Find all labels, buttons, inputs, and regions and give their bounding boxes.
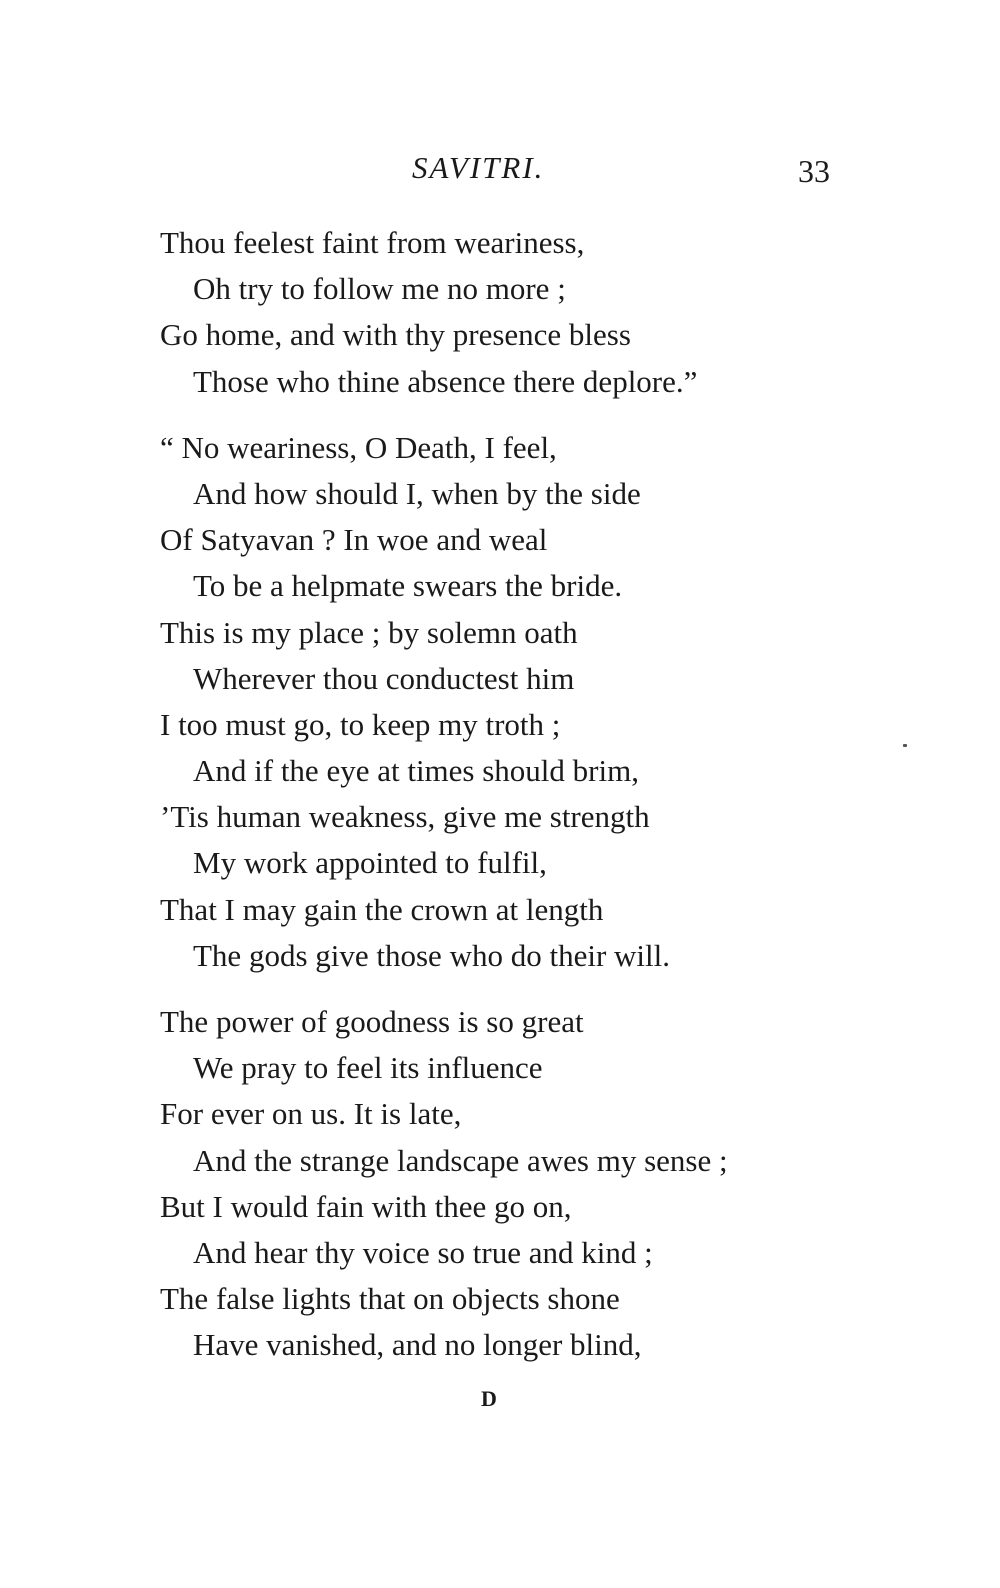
verse-line: This is my place ; by solemn oath — [160, 614, 578, 650]
verse-line: But I would fain with thee go on, — [160, 1188, 572, 1224]
verse-line: And how should I, when by the side — [193, 475, 641, 511]
verse-line: And if the eye at times should brim, — [193, 753, 639, 789]
verse-line: And hear thy voice so true and kind ; — [193, 1234, 653, 1270]
verse-line: The false lights that on objects shone — [160, 1281, 620, 1317]
verse-line: I too must go, to keep my troth ; — [160, 706, 561, 742]
verse-line: Wherever thou conductest him — [193, 660, 575, 696]
verse-line: To be a helpmate swears the bride. — [193, 568, 623, 604]
verse-line: The power of goodness is so great — [160, 1004, 584, 1039]
verse-line: We pray to feel its influence — [193, 1050, 543, 1086]
page-number: 33 — [798, 153, 830, 189]
stanza-1 — [0, 220, 1000, 405]
running-header — [0, 150, 1000, 200]
running-title: SAVITRI. — [412, 150, 545, 185]
ink-speck — [903, 744, 907, 747]
verse-line: Go home, and with thy presence bless — [160, 317, 631, 353]
stanza-3 — [0, 999, 1000, 1369]
stanza-2 — [0, 425, 1000, 979]
verse-line: The gods give those who do their will. — [193, 937, 670, 973]
signature-mark: D — [481, 1386, 498, 1411]
verse-line: “ No weariness, O Death, I feel, — [160, 429, 557, 465]
verse-line: And the strange landscape awes my sense ; — [193, 1142, 728, 1178]
verse-line: For ever on us. It is late, — [160, 1096, 462, 1132]
verse-line: Of Satyavan ? In woe and weal — [160, 522, 548, 558]
verse-line: That I may gain the crown at length — [160, 891, 604, 927]
verse-line: Those who thine absence there deplore.” — [193, 363, 698, 399]
verse-line: Have vanished, and no longer blind, — [193, 1327, 642, 1363]
verse-line: My work appointed to fulfil, — [193, 845, 547, 881]
verse-line: ’Tis human weakness, give me strength — [160, 799, 650, 835]
poem-body — [0, 220, 1000, 1389]
verse-line: Oh try to follow me no more ; — [193, 271, 566, 307]
verse-line: Thou feelest faint from weariness, — [160, 225, 585, 260]
